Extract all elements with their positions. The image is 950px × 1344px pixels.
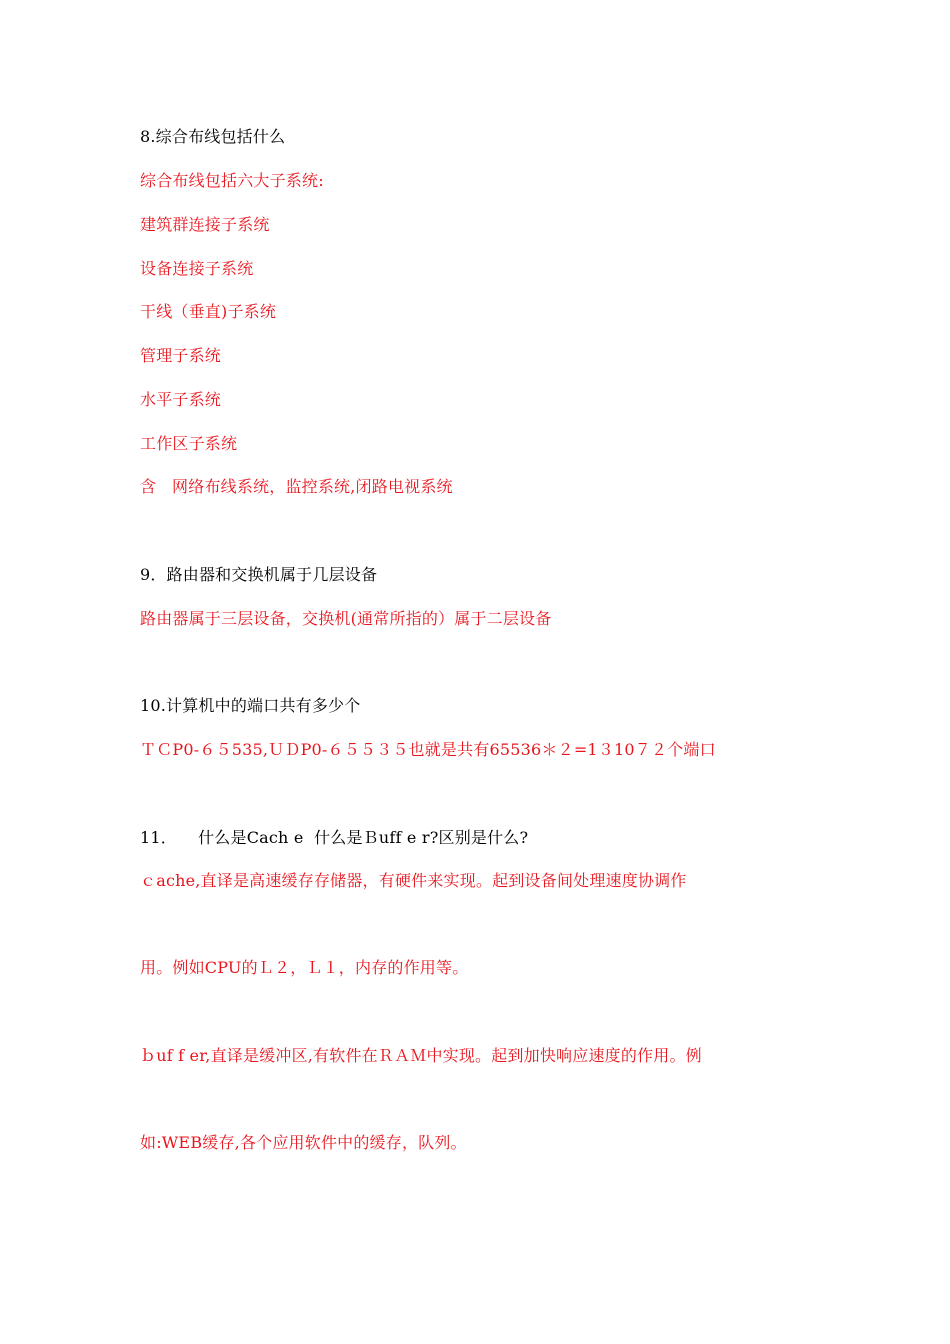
answer-8-line-8: 含 网络布线系统，监控系统,闭路电视系统 bbox=[140, 477, 453, 496]
question-8: 8.综合布线包括什么 bbox=[140, 127, 286, 146]
answer-8-line-1: 综合布线包括六大子系统: bbox=[140, 171, 324, 190]
question-9: 9．路由器和交换机属于几层设备 bbox=[140, 565, 378, 584]
answer-9-line-1: 路由器属于三层设备，交换机(通常所指的）属于二层设备 bbox=[140, 609, 552, 628]
answer-11-line-2: 用。例如CPU的Ｌ２，Ｌ１，内存的作用等。 bbox=[140, 958, 469, 977]
answer-11-line-1: ｃache,直译是高速缓存存储器，有硬件来实现。起到设备间处理速度协调作 bbox=[140, 871, 687, 890]
answer-10-line-1: ＴＣP0-６５535,ＵＤP0-６５５３５也就是共有65536＊２=1３10７２个端口 bbox=[140, 740, 716, 759]
answer-8-line-4: 干线（垂直)子系统 bbox=[140, 302, 277, 321]
question-11: 11． 什么是Cach e 什么是Ｂuff e r?区别是什么? bbox=[140, 828, 529, 847]
answer-8-line-7: 工作区子系统 bbox=[140, 434, 238, 453]
answer-11-line-4: 如:WEB缓存,各个应用软件中的缓存，队列。 bbox=[140, 1133, 467, 1152]
answer-8-line-2: 建筑群连接子系统 bbox=[140, 215, 270, 234]
answer-8-line-3: 设备连接子系统 bbox=[140, 259, 254, 278]
answer-11-line-3: ｂuf f er,直译是缓冲区,有软件在ＲＡＭ中实现。起到加快响应速度的作用。例 bbox=[140, 1046, 702, 1065]
answer-8-line-6: 水平子系统 bbox=[140, 390, 222, 409]
answer-8-line-5: 管理子系统 bbox=[140, 346, 222, 365]
question-10: 10.计算机中的端口共有多少个 bbox=[140, 696, 361, 715]
